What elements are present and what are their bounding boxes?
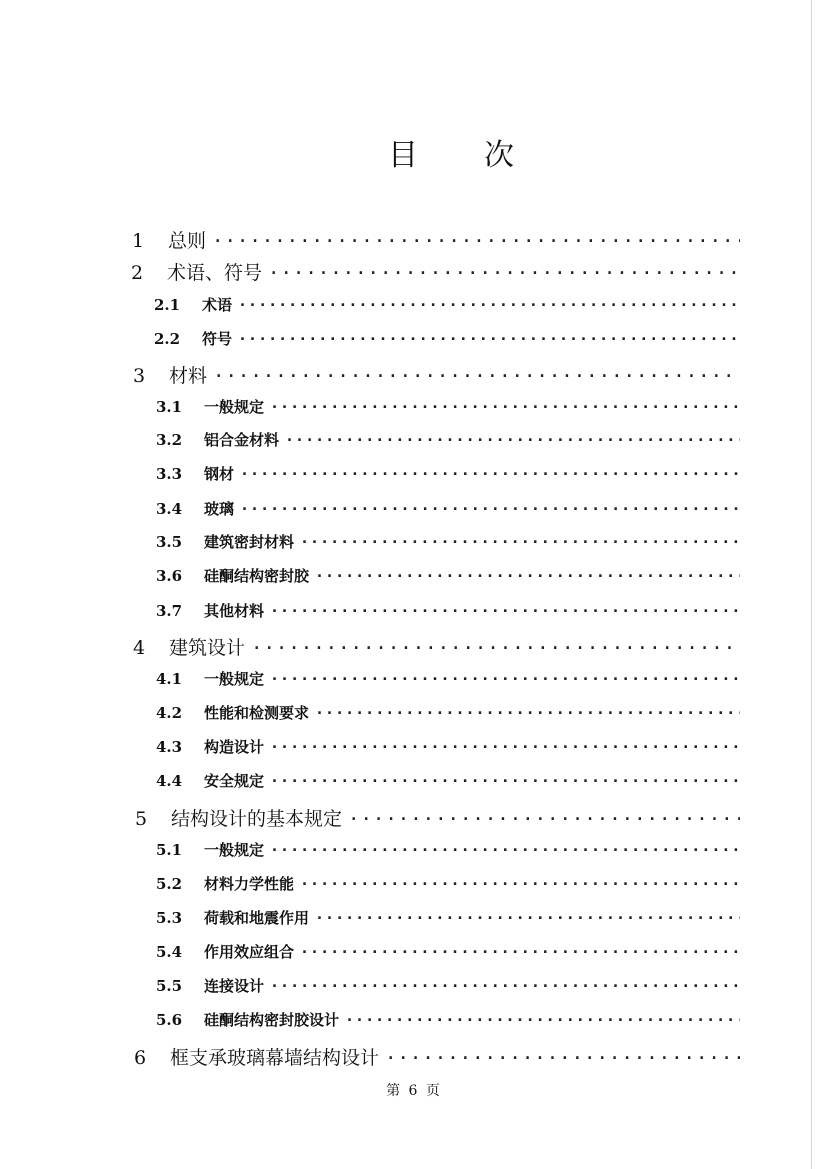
toc-entry[interactable] (156, 839, 740, 860)
toc-entry-number: 3.6 (156, 567, 183, 585)
toc-entry[interactable] (156, 736, 740, 757)
toc-entry-title: 结构设计的基本规定 (171, 808, 343, 830)
toc-entry[interactable] (135, 804, 740, 831)
title-char-2: 次 (484, 138, 516, 173)
toc-leader-dots (238, 296, 740, 314)
page-number: 第 6 页 (386, 1083, 440, 1099)
toc-entry-title: 一般规定 (204, 670, 265, 688)
toc-entry-number: 4.1 (156, 670, 183, 688)
toc-entry-number: 3.7 (156, 602, 183, 620)
toc-entry-number: 4.4 (156, 772, 183, 790)
toc-entry-title: 框支承玻璃幕墙结构设计 (170, 1047, 380, 1069)
toc-entry-number: 5 (135, 808, 148, 830)
toc-entry[interactable] (131, 258, 740, 285)
toc-leader-dots (270, 772, 740, 790)
toc-entry[interactable] (133, 633, 740, 660)
toc-entry-number: 6 (134, 1047, 147, 1069)
toc-entry-title: 其他材料 (204, 602, 265, 620)
toc-leader-dots (270, 398, 740, 416)
toc-leader-dots (348, 808, 740, 830)
toc-entry-title: 钢材 (204, 465, 235, 483)
toc-entry[interactable] (156, 429, 740, 450)
toc-entry[interactable] (154, 294, 740, 315)
toc-entry-title: 一般规定 (204, 398, 265, 416)
toc-leader-dots (315, 567, 740, 585)
page-edge-line (811, 0, 812, 1169)
toc-leader-dots (240, 465, 740, 483)
toc-leader-dots (238, 330, 740, 348)
toc-leader-dots (345, 1011, 740, 1029)
toc-entry[interactable] (133, 361, 740, 388)
toc-entry[interactable] (132, 226, 740, 253)
toc-entry-title: 建筑密封材料 (204, 533, 295, 551)
toc-entry-number: 5.5 (156, 977, 183, 995)
toc-leader-dots (268, 262, 740, 284)
toc-entry-number: 3.3 (156, 465, 183, 483)
page-title (388, 130, 516, 174)
title-char-1: 目 (388, 138, 420, 173)
toc-entry[interactable] (156, 498, 740, 519)
toc-entry[interactable] (156, 396, 740, 417)
toc-entry-title: 材料 (169, 365, 208, 387)
toc-leader-dots (270, 602, 740, 620)
toc-entry-number: 1 (132, 230, 145, 252)
toc-entry-title: 术语、符号 (167, 262, 263, 284)
toc-entry-title: 安全规定 (204, 772, 265, 790)
toc-entry-number: 3 (133, 365, 146, 387)
toc-entry-number: 4.2 (156, 704, 183, 722)
toc-entry[interactable] (156, 463, 740, 484)
toc-entry-title: 硅酮结构密封胶 (204, 567, 310, 585)
toc-entry[interactable] (156, 531, 740, 552)
toc-entry-number: 3.4 (156, 500, 183, 518)
toc-entry-title: 连接设计 (204, 977, 265, 995)
toc-entry-title: 性能和检测要求 (204, 704, 310, 722)
toc-leader-dots (315, 909, 740, 927)
toc-entry[interactable] (134, 1043, 740, 1070)
toc-entry-number: 2.1 (154, 296, 181, 314)
toc-leader-dots (300, 533, 740, 551)
toc-entry-title: 一般规定 (204, 841, 265, 859)
toc-entry-number: 4 (133, 637, 146, 659)
toc-entry-title: 材料力学性能 (204, 875, 295, 893)
toc-entry-number: 3.2 (156, 431, 183, 449)
toc-entry-title: 铝合金材料 (204, 431, 280, 449)
toc-entry[interactable] (156, 941, 740, 962)
toc-leader-dots (300, 943, 740, 961)
toc-leader-dots (270, 977, 740, 995)
toc-entry[interactable] (156, 975, 740, 996)
toc-entry[interactable] (156, 907, 740, 928)
toc-entry-number: 4.3 (156, 738, 183, 756)
toc-entry-number: 5.3 (156, 909, 183, 927)
toc-entry-number: 5.1 (156, 841, 183, 859)
toc-entry-number: 5.4 (156, 943, 183, 961)
toc-leader-dots (212, 230, 740, 252)
toc-entry-number: 2.2 (154, 330, 181, 348)
toc-entry-title: 玻璃 (204, 500, 235, 518)
toc-entry-number: 3.5 (156, 533, 183, 551)
toc-entry-title: 构造设计 (204, 738, 265, 756)
toc-leader-dots (251, 637, 740, 659)
toc-entry[interactable] (156, 668, 740, 689)
toc-entry[interactable] (156, 1009, 740, 1030)
toc-entry-number: 2 (131, 262, 144, 284)
toc-entry-title: 术语 (202, 296, 233, 314)
toc-entry[interactable] (156, 873, 740, 894)
toc-leader-dots (315, 704, 740, 722)
toc-entry-number: 3.1 (156, 398, 183, 416)
toc-entry-title: 建筑设计 (169, 637, 246, 659)
toc-leader-dots (270, 738, 740, 756)
toc-entry-title: 荷载和地震作用 (204, 909, 310, 927)
toc-entry[interactable] (156, 702, 740, 723)
toc-entry[interactable] (156, 770, 740, 791)
toc-entry[interactable] (156, 565, 740, 586)
toc-leader-dots (385, 1047, 740, 1069)
toc-entry[interactable] (156, 600, 740, 621)
toc-leader-dots (285, 431, 740, 449)
toc-leader-dots (270, 841, 740, 859)
toc-entry-title: 符号 (202, 330, 233, 348)
toc-leader-dots (300, 875, 740, 893)
toc-entry-number: 5.2 (156, 875, 183, 893)
toc-leader-dots (240, 500, 740, 518)
toc-entry-title: 硅酮结构密封胶设计 (204, 1011, 340, 1029)
toc-entry-title: 作用效应组合 (204, 943, 295, 961)
toc-entry-number: 5.6 (156, 1011, 183, 1029)
toc-entry[interactable] (154, 328, 740, 349)
toc-leader-dots (270, 670, 740, 688)
toc-leader-dots (213, 365, 740, 387)
toc-entry-title: 总则 (168, 230, 207, 252)
